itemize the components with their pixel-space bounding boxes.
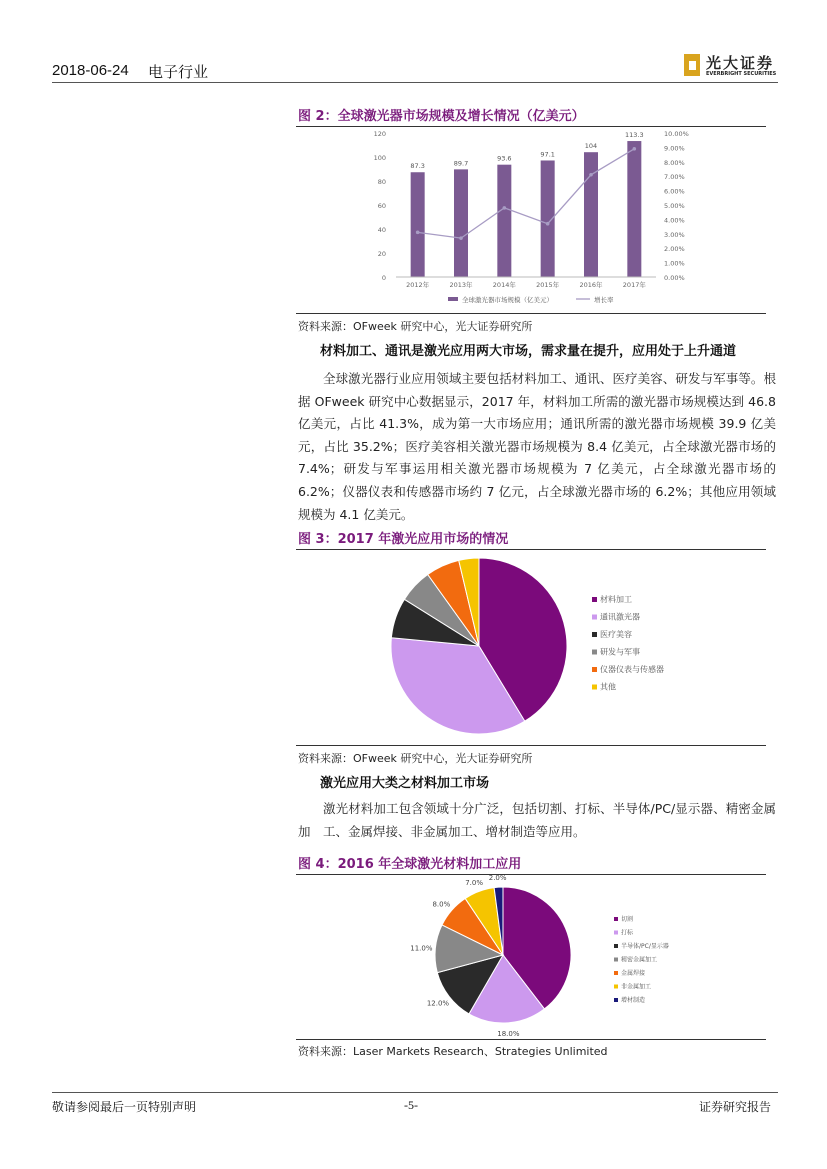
bar-value-label: 87.3 [410,162,425,171]
legend-swatch [614,958,618,962]
footer-divider [52,1092,778,1093]
legend-label: 材料加工 [600,595,632,604]
y2-tick-label: 6.00% [664,187,685,196]
legend-label: 研发与军事 [600,647,640,657]
y2-tick-label: 1.00% [664,259,685,268]
legend-swatch [614,944,618,948]
growth-rate-point [459,236,463,240]
legend-swatch [592,632,597,637]
page-number: -5- [404,1098,418,1112]
legend-swatch [592,597,597,602]
legend-swatch [614,971,618,975]
legend-swatch [592,685,597,690]
fig2-bar-line-chart [296,127,766,313]
legend-label: 通讯激光器 [600,612,640,622]
report-date: 2018-06-24 [52,62,129,79]
bar [454,169,468,277]
bar [497,165,511,277]
x-tick-label: 2013年 [449,281,473,289]
bar [627,141,641,277]
fig4-source: 资料来源：Laser Markets Research、Strategies Unlimited [298,1045,608,1058]
fig3-bottom-rule [296,745,766,746]
legend-swatch [592,667,597,672]
y-tick-label: 100 [373,154,386,162]
legend-label: 增材制造 [621,997,646,1004]
legend-label: 金属焊接 [621,970,646,977]
fig4-bottom-rule [296,1039,766,1040]
y2-tick-label: 5.00% [664,202,685,210]
bar-value-label: 113.3 [625,131,644,140]
section1-heading: 材料加工、通讯是激光应用两大市场，需求量在提升，应用处于上升通道 [320,344,737,359]
legend-label: 其他 [600,682,616,692]
legend-label: 精密金属加工 [621,956,658,964]
bar [584,152,598,277]
legend-label: 半导体/PC/显示器 [621,943,669,950]
section2-paragraph: 激光材料加工包含领域十分广泛，包括切割、打标、半导体/PC/显示器、精密金属加 工、金属焊接、非金属加工、增材制造等应用。 [298,801,776,839]
slice-value-label: 8.0% [432,900,451,909]
slice-value-label: 12.0% [426,999,450,1008]
y-tick-label: 80 [377,178,386,186]
fig2-bottom-rule [296,313,766,314]
legend-swatch [614,998,618,1002]
y-tick-label: 20 [377,250,386,258]
slice-value-label: 18.0% [497,1029,520,1038]
logo-name-en: EVERBRIGHT SECURITIES [706,71,777,77]
legend-swatch [592,650,597,655]
growth-rate-line [418,149,635,238]
growth-rate-point [503,206,507,210]
footer-report-type: 证券研究报告 [699,1100,772,1114]
legend-bar-swatch [448,297,458,301]
slice-value-label: 11.0% [410,944,433,953]
growth-rate-point [546,222,550,226]
bar-value-label: 93.6 [497,154,512,163]
bar [411,172,425,277]
y2-tick-label: 3.00% [664,230,685,239]
fig3-source: 资料来源：OFweek 研究中心，光大证券研究所 [298,752,533,765]
y2-tick-label: 4.00% [664,216,685,225]
growth-rate-point [633,147,637,151]
y-tick-label: 60 [377,202,386,210]
growth-rate-point [416,231,420,235]
x-tick-label: 2016年 [579,281,603,289]
fig3-pie-chart [296,550,766,744]
company-logo [684,52,784,80]
fig4-pie-chart [296,875,766,1038]
x-tick-label: 2017年 [622,281,646,289]
x-tick-label: 2014年 [492,281,516,289]
logo-mark-icon [684,54,700,76]
y-tick-label: 120 [373,130,386,138]
growth-rate-point [589,173,593,177]
slice-value-label: 7.0% [465,878,484,887]
y2-tick-label: 0.00% [664,274,685,282]
fig4-title: 图 4：2016 年全球激光材料加工应用 [298,857,522,872]
industry-label: 电子行业 [148,63,209,81]
fig2-source: 资料来源：OFweek 研究中心，光大证券研究所 [298,320,533,333]
legend-swatch [614,985,618,989]
legend-label: 仪器仪表与传感器 [600,665,664,674]
y2-tick-label: 9.00% [664,144,685,153]
legend-swatch [592,615,597,620]
legend-line-label: 增长率 [594,296,614,304]
legend-bar-label: 全球激光器市场规模（亿美元） [462,296,553,304]
section1-paragraph: 全球激光器行业应用领域主要包括材料加工、通讯、医疗美容、研发与军事等。根据 OFweek 研究中心数据显示，2017 年，材料加工所需的激光器市场规模达到 46.8 亿美元，占比 41.3%，成为第一大市场应用；通讯所需的激光器市场规模 39.9 亿美元，占比 35.2%；医疗美容相关激光器市场规模为 8.4 亿美元，占全球激光器市场的 7.4%；研发与军事运用相关激光器市场规模为 7 亿美元，占全球激光器市场的 6.2%；仪器仪表和传感器市场约 7 亿元，占全球激光器市场的 6.2%；其他应用领域规模为 4.1 亿美元。 [298,371,776,522]
bar-value-label: 104 [584,142,598,151]
fig3-title: 图 3：2017 年激光应用市场的情况 [298,532,509,547]
fig2-title: 图 2：全球激光器市场规模及增长情况（亿美元） [298,109,585,124]
bar-value-label: 97.1 [540,150,555,159]
x-tick-label: 2015年 [536,281,560,289]
legend-label: 医疗美容 [600,630,632,639]
y2-tick-label: 10.00% [664,130,689,138]
logo-name-cn: 光大证券 [706,54,775,72]
legend-swatch [614,931,618,935]
y2-tick-label: 8.00% [664,158,685,167]
y-tick-label: 40 [377,226,386,234]
bar-value-label: 89.7 [453,159,469,168]
x-tick-label: 2012年 [406,281,430,289]
slice-value-label: 2.0% [488,875,507,883]
legend-label: 切割 [621,916,634,923]
y2-tick-label: 7.00% [664,173,685,182]
section2-heading: 激光应用大类之材料加工市场 [320,776,490,791]
legend-swatch [614,917,618,921]
legend-label: 打标 [621,929,634,937]
y2-tick-label: 2.00% [664,245,685,254]
header-divider [52,82,778,83]
y-tick-label: 0 [381,274,386,282]
legend-label: 非金属加工 [621,983,652,991]
footer-disclaimer: 敬请参阅最后一页特别声明 [52,1100,197,1114]
